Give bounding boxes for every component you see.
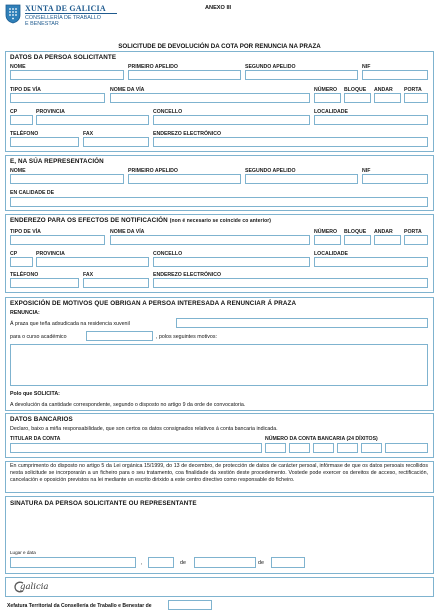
applicant-email-field[interactable] [153,137,428,147]
applicant-nif-label: NIF [362,64,371,70]
notif-email-field[interactable] [153,278,428,288]
month-field[interactable] [194,557,256,568]
applicant-andar-field[interactable] [374,93,401,103]
applicant-provincia-label: PROVINCIA [36,109,65,115]
notif-email-label: ENDEREZO ELECTRÓNICO [153,272,222,278]
applicant-tipo-via-field[interactable] [10,93,105,103]
de-sep-1: de [180,560,186,566]
rep-apelido1-field[interactable] [128,174,241,184]
applicant-apelido1-field[interactable] [128,70,241,80]
notif-nome-via-field[interactable] [110,235,310,245]
account-number-label: NÚMERO DA CONTA BANCARIA (24 DÍXITOS) [265,436,378,442]
request-label: Polo que SOLICITA: [10,391,60,397]
account-holder-label: TITULAR DA CONTA [10,436,61,442]
notif-numero-label: NÚMERO [314,229,338,235]
rep-nif-label: NIF [362,168,371,174]
notif-porta-label: PORTA [404,229,422,235]
bank-heading: DATOS BANCARIOS [10,416,73,423]
rep-nif-field[interactable] [362,174,428,184]
applicant-fax-field[interactable] [83,137,149,147]
applicant-fax-label: FAX [83,131,94,137]
notif-concello-label: CONCELLO [153,251,183,257]
applicant-nome-field[interactable] [10,70,124,80]
account-number-part4-field[interactable] [337,443,358,453]
notif-bloque-label: BLOQUE [344,229,367,235]
applicant-cp-label: CP [10,109,18,115]
rep-nome-field[interactable] [10,174,124,184]
applicant-numero-label: NÚMERO [314,87,338,93]
reasons-line2-b: , polos seguintes motivos: [156,334,217,340]
applicant-telefono-label: TELÉFONO [10,131,39,137]
signature-heading: SINATURA DA PERSOA SOLICITANTE OU REPRESENTANTE [10,500,197,507]
reasons-sub-label: RENUNCIA: [10,310,40,316]
notif-tipo-via-field[interactable] [10,235,105,245]
applicant-concello-field[interactable] [153,115,310,125]
annex-label: ANEXO III [205,5,232,11]
org-underline [25,13,117,14]
notif-localidade-field[interactable] [314,257,428,267]
applicant-apelido1-label: PRIMEIRO APELIDO [128,64,178,70]
applicant-concello-label: CONCELLO [153,109,183,115]
comma-sep: , [141,560,143,566]
notif-bloque-field[interactable] [344,235,371,245]
department-line-1: CONSELLERÍA DE TRABALLO [25,15,101,21]
notif-fax-label: FAX [83,272,94,278]
notif-nome-via-label: NOME DA VÍA [110,229,145,235]
request-text: A devolución da cantidade correspondente, segundo o disposto no artigo 9 da orde de convocatoria. [10,402,246,408]
reasons-line1: Á praza que teña adxudicada na residencia xuvenil [10,321,130,327]
account-number-entity-field[interactable] [265,443,286,453]
notif-porta-field[interactable] [404,235,428,245]
notif-fax-field[interactable] [83,278,149,288]
notif-cp-field[interactable] [10,257,33,267]
notif-andar-field[interactable] [374,235,401,245]
account-number-part5-field[interactable] [361,443,382,453]
notif-provincia-label: PROVINCIA [36,251,65,257]
notif-concello-field[interactable] [153,257,310,267]
rep-nome-label: NOME [10,168,26,174]
department-line-2: E BENESTAR [25,21,59,27]
applicant-nif-field[interactable] [362,70,428,80]
rep-apelido1-label: PRIMEIRO APELIDO [128,168,178,174]
applicant-apelido2-field[interactable] [245,70,358,80]
representative-heading: E, NA SÚA REPRESENTACIÓN [10,158,104,165]
notification-heading-note: (non é necesario se coincide co anterior) [169,218,272,224]
applicant-apelido2-label: SEGUNDO APELIDO [245,64,296,70]
applicant-nome-via-field[interactable] [110,93,310,103]
place-field[interactable] [10,557,136,568]
rep-calidade-label: EN CALIDADE DE [10,190,55,196]
academic-year-field[interactable] [86,331,153,341]
account-number-dc-field[interactable] [313,443,334,453]
applicant-localidade-label: LOCALIDADE [314,109,349,115]
reasons-textarea[interactable] [10,344,428,386]
day-field[interactable] [148,557,174,568]
reasons-heading: EXPOSICIÓN DE MOTIVOS QUE OBRIGAN A PERSOA INTERESADA A RENUNCIAR Á PRAZA [10,300,297,307]
de-sep-2: de [258,560,264,566]
account-number-part6-field[interactable] [385,443,428,453]
applicant-telefono-field[interactable] [10,137,79,147]
notif-provincia-field[interactable] [36,257,149,267]
notif-tipo-via-label: TIPO DE VÍA [10,229,41,235]
notification-heading-text: ENDEREZO PARA OS EFECTOS DE NOTIFICACIÓN [10,217,168,224]
applicant-provincia-field[interactable] [36,115,149,125]
xunta-emblem [4,4,22,24]
place-date-label: Lugar e data [10,550,36,555]
applicant-email-label: ENDEREZO ELECTRÓNICO [153,131,222,137]
applicant-porta-label: PORTA [404,87,422,93]
legal-notice-text: En cumprimento do disposto no artigo 5 da Lei orgánica 15/1999, do 13 de decembro, de protección de datos de carácter persoal, infórmase de que os datos persoais recollidos nesta solicitude se incorporarán a un ficheiro para o seu tratamento, coa finalidade da xestión deste procedemento. Vostede pode exercer os dereitos de acceso, rectificación, cancelación e oposición previstos na lei mediante un escrito dirixido a este centro directivo como responsable do ficheiro. [10,463,428,484]
applicant-heading: DATOS DA PERSOA SOLICITANTE [10,54,117,61]
notif-numero-field[interactable] [314,235,341,245]
rep-apelido2-field[interactable] [245,174,358,184]
notif-andar-label: ANDAR [374,229,393,235]
reasons-line2-a: para o curso académico [10,334,67,340]
applicant-porta-field[interactable] [404,93,428,103]
form-title: SOLICITUDE DE DEVOLUCIÓN DA COTA POR RENUNCIA NA PRAZA [118,43,321,50]
account-number-office-field[interactable] [289,443,310,453]
notification-heading [10,217,271,224]
applicant-localidade-field[interactable] [314,115,428,125]
residence-field[interactable] [176,318,428,328]
applicant-bloque-label: BLOQUE [344,87,367,93]
rep-apelido2-label: SEGUNDO APELIDO [245,168,296,174]
account-holder-field[interactable] [10,443,262,453]
rep-calidade-field[interactable] [10,197,428,207]
applicant-numero-field[interactable] [314,93,341,103]
applicant-nome-label: NOME [10,64,26,70]
galicia-logo-text: galicia [20,582,49,592]
notif-telefono-label: TELÉFONO [10,272,39,278]
footer-logo-box [5,577,434,597]
recipient-field[interactable] [168,600,212,610]
applicant-cp-field[interactable] [10,115,33,125]
applicant-bloque-field[interactable] [344,93,371,103]
year-field[interactable] [271,557,305,568]
org-name: XUNTA DE GALICIA [25,4,106,13]
notif-cp-label: CP [10,251,18,257]
applicant-andar-label: ANDAR [374,87,393,93]
notif-telefono-field[interactable] [10,278,79,288]
recipient-label: Xefatura Territorial da Consellería de Traballo e Benestar de [7,603,152,609]
bank-declaration: Declaro, baixo a miña responsabilidade, que son certos os datos consignados relativos á conta bancaria indicada. [10,426,278,432]
applicant-nome-via-label: NOME DA VÍA [110,87,145,93]
notif-localidade-label: LOCALIDADE [314,251,349,257]
applicant-tipo-via-label: TIPO DE VÍA [10,87,41,93]
